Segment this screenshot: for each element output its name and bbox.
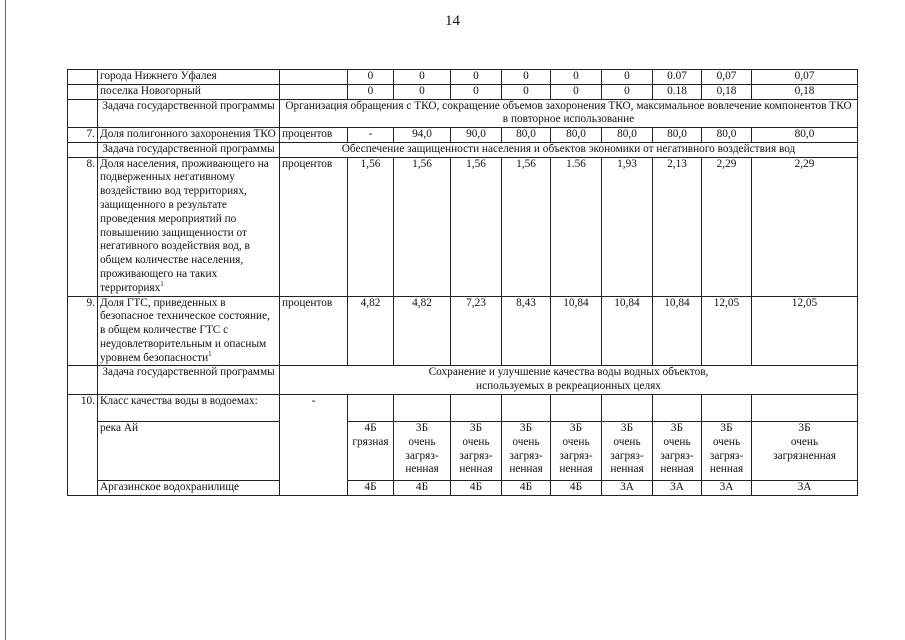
value-cell	[394, 394, 451, 421]
quality-class-cell	[602, 421, 653, 480]
quality-class-line: загряз-	[709, 449, 744, 462]
task-text	[280, 366, 858, 395]
value-cell	[502, 394, 551, 421]
value-cell: 4,82	[348, 296, 394, 366]
water-body-name: Аргазинское водохранилище	[98, 480, 280, 495]
value-cell: 2,29	[702, 157, 752, 296]
task-label: Задача государственной программы	[98, 99, 280, 128]
quality-class-line: 3Б	[569, 421, 583, 434]
value-cell: 10,84	[602, 296, 653, 366]
value-cell: 4Б	[394, 480, 451, 495]
quality-class-line: загряз-	[509, 449, 543, 462]
quality-class-line: очень	[462, 435, 490, 448]
indicator-name-cell	[98, 296, 280, 366]
value-cell	[348, 394, 394, 421]
water-body-name: река Ай	[98, 421, 280, 480]
unit-cell: процентов	[280, 128, 348, 143]
quality-class-line: 3Б	[415, 421, 429, 434]
quality-class-line: загряз-	[559, 449, 593, 462]
indicator-name-cell: Доля полигонного захоронения ТКО	[98, 128, 280, 143]
task-row	[68, 142, 858, 157]
value-cell: 10,84	[653, 296, 702, 366]
value-cell: 4Б	[502, 480, 551, 495]
unit-cell: процентов	[280, 157, 348, 296]
value-cell	[752, 394, 858, 421]
table-row	[68, 296, 858, 366]
table-row	[68, 480, 858, 495]
value-cell: 2,13	[653, 157, 702, 296]
quality-class-line: ненная	[405, 463, 439, 476]
value-cell: 1,56	[348, 157, 394, 296]
quality-class-line: ненная	[660, 463, 694, 476]
number-cell	[68, 142, 98, 157]
indicator-name: Доля населения, проживающего на подверженных негативному воздействию вод территориях, защищенного в результате проведения мероприятий по повышению защищенности от негативного воздействия вод, в общем количестве населения, проживающего на таких территориях	[100, 157, 269, 294]
number-cell	[68, 366, 98, 395]
footnote-mark: 1	[160, 279, 164, 288]
quality-class-line: загрязненная	[773, 449, 836, 462]
quality-class-line: 3Б	[620, 421, 634, 434]
value-cell: 0	[451, 70, 502, 85]
value-cell: 3А	[702, 480, 752, 495]
value-cell: 4Б	[348, 480, 394, 495]
quality-class-cell	[348, 421, 394, 480]
value-cell: 80,0	[502, 128, 551, 143]
quality-class-line: ненная	[459, 463, 493, 476]
value-cell: 0	[602, 84, 653, 99]
quality-class-line: 3Б	[519, 421, 533, 434]
value-cell: 4Б	[551, 480, 602, 495]
value-cell: 12,05	[702, 296, 752, 366]
quality-class-line: 3Б	[670, 421, 684, 434]
quality-class-line: очень	[790, 435, 819, 448]
number-cell	[68, 70, 98, 85]
value-cell: 8,43	[502, 296, 551, 366]
value-cell: 1.56	[551, 157, 602, 296]
quality-class-line: 4Б	[364, 421, 377, 434]
quality-class-line: 3Б	[798, 421, 811, 434]
task-text: Организация обращения с ТКО, сокращение объемов захоронения ТКО, максимальное вовлечение компонентов ТКО в повторное использование	[280, 99, 858, 128]
value-cell: 0	[551, 70, 602, 85]
value-cell: 80,0	[653, 128, 702, 143]
value-cell: 3А	[752, 480, 858, 495]
value-cell: 0,07	[702, 70, 752, 85]
table-row	[68, 84, 858, 99]
quality-class-line: очень	[613, 435, 641, 448]
quality-class-line: очень	[712, 435, 741, 448]
value-cell: 4Б	[451, 480, 502, 495]
value-cell	[451, 394, 502, 421]
quality-class-cell	[752, 421, 858, 480]
value-cell: 4,82	[394, 296, 451, 366]
value-cell: 3А	[602, 480, 653, 495]
value-cell: 1,56	[451, 157, 502, 296]
value-cell: 90,0	[451, 128, 502, 143]
row-number: 9.	[68, 296, 98, 366]
value-cell: 1,93	[602, 157, 653, 296]
value-cell: 2,29	[752, 157, 858, 296]
value-cell: 80,0	[702, 128, 752, 143]
task-text: Обеспечение защищенности населения и объектов экономики от негативного воздействия вод	[280, 142, 858, 157]
indicator-name: Доля ГТС, приведенных в безопасное техническое состояние, в общем количестве ГТС с неудовлетворительным и опасным уровнем безопасности	[100, 296, 270, 364]
value-cell: 0	[502, 70, 551, 85]
quality-class-line: загряз-	[405, 449, 439, 462]
value-cell: 0	[348, 84, 394, 99]
task-text-line: используемых в рекреационных целях	[476, 380, 661, 393]
quality-class-line: очень	[663, 435, 691, 448]
indicators-table	[67, 69, 858, 496]
quality-class-cell	[502, 421, 551, 480]
unit-cell	[280, 70, 348, 85]
value-cell: 0	[394, 84, 451, 99]
value-cell: 0,07	[752, 70, 858, 85]
unit-cell	[280, 84, 348, 99]
quality-class-line: 3Б	[469, 421, 483, 434]
value-cell: 80,0	[551, 128, 602, 143]
table-row	[68, 394, 858, 421]
value-cell: 0	[602, 70, 653, 85]
quality-class-line: ненная	[559, 463, 593, 476]
unit-cell: -	[280, 394, 348, 495]
value-cell: -	[348, 128, 394, 143]
task-text-line: Сохранение и улучшение качества воды водных объектов,	[428, 366, 709, 379]
value-cell: 80,0	[602, 128, 653, 143]
quality-class-line: очень	[408, 435, 436, 448]
value-cell	[551, 394, 602, 421]
value-cell	[653, 394, 702, 421]
quality-class-line: загряз-	[610, 449, 644, 462]
quality-class-cell	[394, 421, 451, 480]
value-cell: 12,05	[752, 296, 858, 366]
value-cell: 0	[348, 70, 394, 85]
quality-class-line: очень	[512, 435, 540, 448]
row-number: 8.	[68, 157, 98, 296]
value-cell: 1,56	[394, 157, 451, 296]
quality-class-line: 3Б	[720, 421, 733, 434]
value-cell: 0.07	[653, 70, 702, 85]
left-margin-rule	[5, 0, 6, 640]
indicator-name-cell	[98, 157, 280, 296]
value-cell: 0	[502, 84, 551, 99]
value-cell: 0	[551, 84, 602, 99]
quality-class-cell	[551, 421, 602, 480]
value-cell: 80,0	[752, 128, 858, 143]
row-number: 10.	[68, 394, 98, 495]
number-cell	[68, 99, 98, 128]
footnote-mark: 1	[208, 349, 212, 358]
task-label: Задача государственной программы	[98, 142, 280, 157]
number-cell	[68, 84, 98, 99]
quality-class-line: ненная	[709, 463, 744, 476]
task-label: Задача государственной программы	[98, 366, 280, 395]
value-cell: 10,84	[551, 296, 602, 366]
value-cell: 7,23	[451, 296, 502, 366]
value-cell: 94,0	[394, 128, 451, 143]
quality-class-line: загряз-	[660, 449, 694, 462]
indicator-name-cell: Класс качества воды в водоемах:	[98, 394, 280, 421]
quality-class-cell	[451, 421, 502, 480]
quality-class-line: очень	[562, 435, 590, 448]
unit-cell: процентов	[280, 296, 348, 366]
indicator-name-cell: города Нижнего Уфалея	[98, 70, 280, 85]
quality-class-line: загряз-	[459, 449, 493, 462]
task-row	[68, 366, 858, 395]
value-cell: 0	[451, 84, 502, 99]
table-row	[68, 128, 858, 143]
quality-class-cell	[702, 421, 752, 480]
value-cell: 0.18	[653, 84, 702, 99]
quality-class-line: ненная	[509, 463, 543, 476]
page-number: 14	[445, 13, 460, 29]
value-cell	[702, 394, 752, 421]
table-row	[68, 157, 858, 296]
quality-class-cell	[653, 421, 702, 480]
row-number: 7.	[68, 128, 98, 143]
table-row	[68, 421, 858, 480]
task-row	[68, 99, 858, 128]
table-row	[68, 70, 858, 85]
quality-class-line: грязная	[352, 435, 389, 448]
value-cell: 0,18	[702, 84, 752, 99]
value-cell	[602, 394, 653, 421]
value-cell: 1,56	[502, 157, 551, 296]
value-cell: 0	[394, 70, 451, 85]
quality-class-line: ненная	[610, 463, 644, 476]
value-cell: 0,18	[752, 84, 858, 99]
value-cell: 3А	[653, 480, 702, 495]
indicator-name-cell: поселка Новогорный	[98, 84, 280, 99]
